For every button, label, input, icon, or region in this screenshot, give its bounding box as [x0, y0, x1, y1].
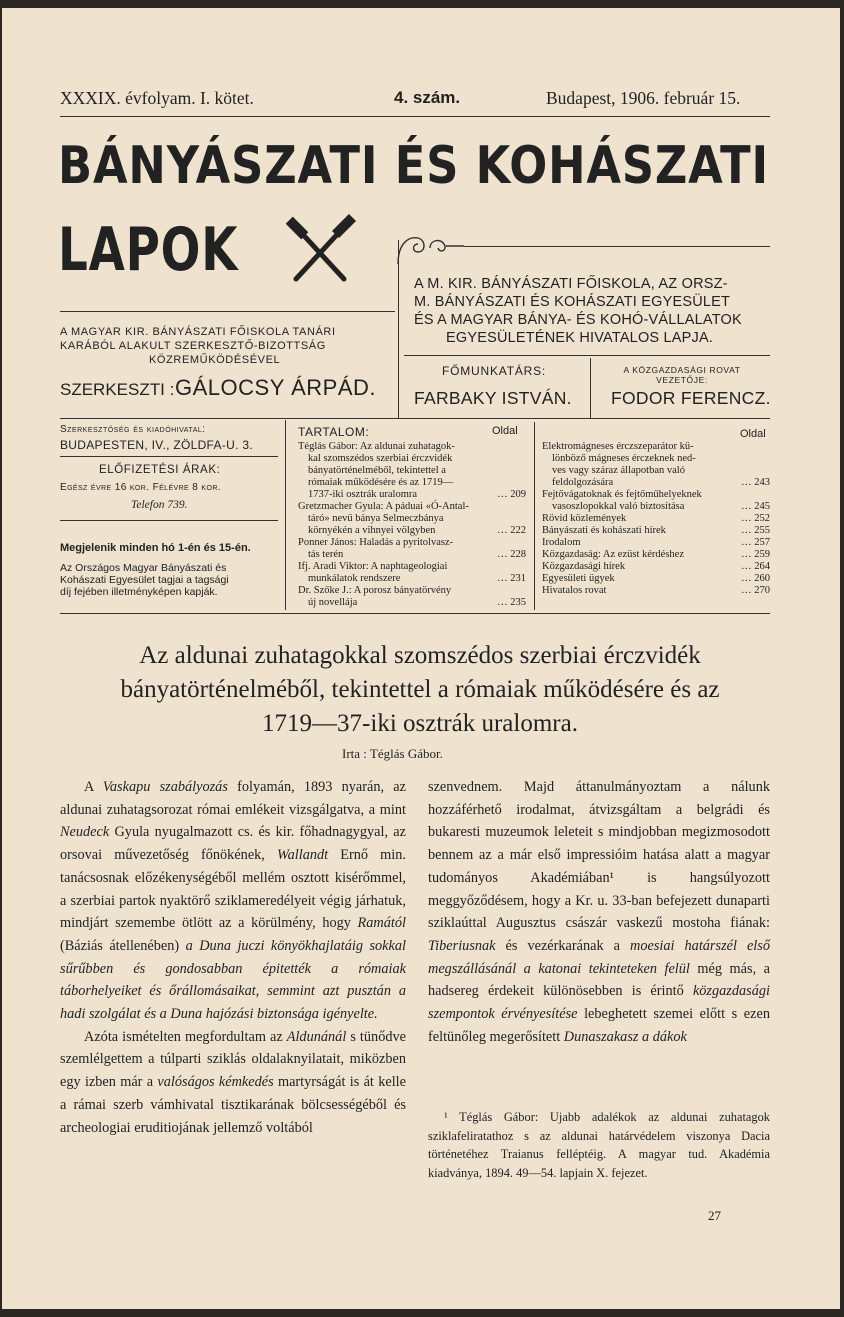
members-line-3: díj fejében illetményképen kapják.	[60, 586, 218, 598]
toc-entry-line: táró» nevű bánya Selmeczbánya	[308, 513, 444, 524]
toc-leader-dots: …	[741, 525, 755, 536]
toc-entry	[542, 537, 770, 549]
toc-page-value: 243	[754, 477, 770, 488]
phone-number: Telefon 739.	[131, 499, 188, 511]
toc-entry-line: rómaiak működésére és az 1719—	[308, 477, 454, 488]
toc-leader-dots: …	[497, 597, 511, 608]
toc-entry-line: munkálatok rendszere	[308, 573, 401, 584]
toc-entry-line: feldolgozására	[552, 477, 614, 488]
office-address: BUDAPESTEN, IV., ZÖLDFA-U. 3.	[60, 438, 253, 452]
office-label: Szerkesztőség és kiadóhivatal:	[60, 424, 206, 435]
editor-prefix: SZERKESZTI :	[60, 380, 175, 399]
toc-left-column	[298, 441, 526, 609]
toc-leader-dots: …	[497, 525, 511, 536]
toc-entry-line: kal szomszédos szerbiai érczvidék	[308, 453, 453, 464]
toc-page-value: 260	[754, 573, 770, 584]
page-number: 27	[708, 1208, 721, 1223]
toc-entry-line: lönböző mágneses érczeknek ned-	[552, 453, 696, 464]
toc-entry-page	[497, 525, 526, 537]
toc-entry	[542, 561, 770, 573]
masthead-left-rule	[60, 311, 395, 312]
ornament-rule	[464, 246, 770, 247]
school-line-1: A MAGYAR KIR. BÁNYÁSZATI FŐISKOLA TANÁRI	[60, 326, 336, 338]
toc-leader-dots: …	[741, 549, 755, 560]
toc-leader-dots: …	[741, 573, 755, 584]
toc-entry	[298, 501, 526, 537]
toc-entry-page	[741, 477, 770, 489]
article-byline: Irta : Téglás Gábor.	[342, 746, 443, 761]
coworker-name: FARBAKY ISTVÁN.	[414, 388, 572, 408]
toc-entry-line: Elektromágneses érczszeparátor kü-	[542, 441, 694, 452]
coworker-label: FŐMUNKATÁRS:	[442, 364, 547, 378]
school-line-2: KARÁBÓL ALAKULT SZERKESZTŐ-BIZOTTSÁG	[60, 340, 326, 352]
footnote: ¹ Téglás Gábor: Ujabb adalékok az aldunai zuhatagok sziklafeliratathoz s az aldunai határvédelem viszonya Dacia történetéhez Traianus felléptéig. A magyar tud. Akadémia kiadványa, 1894. 49—54. lapjain X. fejezet.	[428, 1110, 770, 1180]
toc-leader-dots: …	[741, 537, 755, 548]
info-bottom-rule	[60, 613, 770, 614]
crossed-hammers-icon	[282, 213, 358, 289]
issue-number: 4. szám.	[394, 88, 461, 107]
official-line-4: EGYESÜLETÉNEK HIVATALOS LAPJA.	[446, 330, 714, 346]
editor-name: GÁLOCSY ÁRPÁD.	[175, 375, 376, 400]
toc-page-value: 264	[754, 561, 770, 572]
info-rule-1	[60, 456, 278, 457]
toc-page-value: 228	[510, 549, 526, 560]
toc-entry-line: bányatörténelméből, tekintettel a	[308, 465, 446, 476]
ornament-flourish-icon	[394, 230, 466, 266]
toc-page-value: 209	[510, 489, 526, 500]
toc-entry-line: vasoszlopokkal való biztosítása	[552, 501, 685, 512]
masthead-title: BÁNYÁSZATI ÉS KOHÁSZATI	[58, 136, 770, 196]
toc-entry-page	[497, 573, 526, 585]
toc-page-header-left: Oldal	[492, 425, 518, 437]
toc-entry-line: Közgazdaság: Az ezüst kérdéshez	[542, 549, 684, 560]
official-line-1: A M. KIR. BÁNYÁSZATI FŐISKOLA, AZ ORSZ-	[414, 276, 728, 292]
toc-entry-line: környékén a vihnyei völgyben	[308, 525, 436, 536]
school-line-3: KÖZREMŰKÖDÉSÉVEL	[149, 354, 281, 366]
toc-page-value: 222	[510, 525, 526, 536]
toc-entry	[542, 549, 770, 561]
toc-leader-dots: …	[741, 561, 755, 572]
article-title-line-3: 1719—37-iki osztrák uralomra.	[262, 710, 578, 737]
toc-leader-dots: …	[741, 513, 755, 524]
toc-entry-line: Ponner János: Haladás a pyritolvasz-	[298, 537, 454, 548]
toc-entry-line: Hivatalos rovat	[542, 585, 607, 596]
masthead-title-lapok: LAPOK	[58, 215, 239, 285]
econ-label-1: A KÖZGAZDASÁGI ROVAT	[623, 365, 741, 375]
toc-entry-line: 1737-iki osztrák uralomra	[308, 489, 418, 500]
official-line-2: M. BÁNYÁSZATI ÉS KOHÁSZATI EGYESÜLET	[414, 294, 731, 310]
toc-leader-dots: …	[741, 585, 755, 596]
toc-entry	[542, 525, 770, 537]
article-title-line-1: Az aldunai zuhatagokkal szomszédos szerbiai érczvidék	[139, 642, 701, 669]
econ-editor-name: FODOR FERENCZ.	[611, 388, 771, 408]
toc-entry	[542, 441, 770, 489]
toc-entry-page	[741, 537, 770, 549]
toc-leader-dots: …	[497, 549, 511, 560]
toc-entry-line: tás terén	[308, 549, 344, 560]
econ-label-2: VEZETŐJE:	[656, 375, 708, 385]
toc-entry-line: Rövid közlemények	[542, 513, 627, 524]
journal-page	[2, 8, 840, 1309]
toc-page-value: 235	[510, 597, 526, 608]
toc-leader-dots: …	[741, 477, 755, 488]
toc-entry-line: Közgazdasági hírek	[542, 561, 626, 572]
article-title-line-2: bányatörténelméből, tekintettel a rómaiak működésére és az	[120, 676, 720, 703]
info-divider	[285, 420, 286, 610]
toc-page-value: 259	[754, 549, 770, 560]
masthead-right-rule	[404, 355, 770, 356]
toc-entry	[542, 513, 770, 525]
toc-entry	[298, 561, 526, 585]
toc-entry	[298, 537, 526, 561]
toc-entry-line: Bányászati és kohászati hírek	[542, 525, 666, 536]
toc-entry-page	[741, 573, 770, 585]
toc-page-value: 231	[510, 573, 526, 584]
prices: Egész évre 16 kor. Félévre 8 kor.	[60, 482, 221, 493]
toc-entry	[298, 441, 526, 501]
toc-entry-line: ves vagy száraz állapotban való	[552, 465, 685, 476]
toc-entry	[542, 573, 770, 585]
info-top-rule	[60, 418, 770, 419]
toc-divider	[534, 422, 535, 610]
official-line-3: ÉS A MAGYAR BÁNYA- ÉS KOHÓ-VÁLLALATOK	[414, 312, 742, 328]
toc-entry-line: Téglás Gábor: Az aldunai zuhatagok-	[298, 441, 455, 452]
toc-entry-line: Irodalom	[542, 537, 581, 548]
toc-entry-line: Ifj. Aradi Viktor: A naphtageologiai	[298, 561, 448, 572]
toc-leader-dots: …	[497, 573, 511, 584]
article-body-right-column: szenvednem. Majd áttanulmányoztam a nálunk hozzáférhető irodalmat, átvizsgáltam a belgrádi és bukaresti muzeumok leleteit s mindjobban megizmosodott bennem az a már első impressióim hatása alatt a magyar tudományos Akadémiában¹ is hangsúlyozott meggyőződésem, hogy a Kr. u. 33-ban befejezett dunaparti sziklaúttal Augusztus császár vaskezű mostoha fiának: Tiberiusnak és vezérkarának a moesiai határszél első megszállásánál a katonai tekinteteken felül még más, a hadsereg érdekeit különösebben is érintő közgazdasági szempontok érvényesítése lebeghetett szemei előtt s ezen feltünőleg megerősített Dunaszakasz a dákok	[428, 779, 770, 1045]
toc-right-column	[542, 441, 770, 597]
toc-page-value: 252	[754, 513, 770, 524]
members-line-2: Kohászati Egyesület tagjai a tagsági	[60, 574, 229, 586]
toc-page-value: 257	[754, 537, 770, 548]
info-rule-2	[60, 520, 278, 521]
toc-page-header-right: Oldal	[740, 428, 766, 440]
toc-entry-line: Gretzmacher Gyula: A páduai «Ó-Antal-	[298, 501, 469, 512]
toc-entry-line: Fejtővágatoknak és fejtőműhelyeknek	[542, 489, 702, 500]
toc-page-value: 245	[754, 501, 770, 512]
toc-entry-page	[497, 597, 526, 609]
toc-page-value: 255	[754, 525, 770, 536]
toc-entry-page	[497, 549, 526, 561]
toc-entry-page	[741, 549, 770, 561]
toc-entry-page	[741, 585, 770, 597]
masthead-right-divider	[590, 358, 591, 418]
toc-entry-page	[741, 525, 770, 537]
prices-label: ELŐFIZETÉSI ÁRAK:	[99, 464, 221, 476]
toc-entry-line: új novellája	[308, 597, 358, 608]
masthead-divider	[398, 240, 399, 418]
article-body-left-column: A Vaskapu szabályozás folyamán, 1893 nyarán, az aldunai zuhatagsorozat római emlékeit vizsgálgatva, a mint Neudeck Gyula nyugalmazott cs. és kir. főhadnagygyal, az orsovai művezetőség főnökének, Wallandt Ernő min. tanácsosnak előzékenységéből mellém osztott kisérőmmel, a szerbiai partok nyaktörő sziklameredélyeit végig járhatuk, mindjárt szemembe ötlött az a körülmény, hogy Ramától (Báziás átellenében) a Duna juczi könyökhajlatáig sokkal sűrűbben és gondosabban épitették a rómaiak táborhelyeiket és őrállomásaikat, semmint azt pusztán a hadi szolgálat és a Duna hajózási biztonsága igényelte. Azóta ismételten megfordultam az Aldunánál s tünődve szemlélgettem a túlparti sziklás oldalaknyilatait, miközben egy izben már a valóságos kémkedés martyrságát is át kelle a rámai szerb vámhivatal tisztikarának bölcsességéből és archeologiai eruditiojának jellemző voltából	[60, 779, 406, 1136]
date-line: Budapest, 1906. február 15.	[546, 88, 741, 108]
toc-entry	[542, 585, 770, 597]
toc-leader-dots: …	[497, 489, 511, 500]
toc-entry-line: Egyesületi ügyek	[542, 573, 615, 584]
toc-entry-page	[741, 561, 770, 573]
toc-page-value: 270	[754, 585, 770, 596]
header-rule	[60, 116, 770, 117]
toc-entry-page	[741, 513, 770, 525]
toc-leader-dots: …	[741, 501, 755, 512]
toc-entry-page	[497, 489, 526, 501]
toc-label: TARTALOM:	[298, 425, 370, 439]
publication-schedule: Megjelenik minden hó 1-én és 15-én.	[60, 542, 251, 554]
toc-entry-line: Dr. Szőke J.: A porosz bányatörvény	[298, 585, 452, 596]
members-line-1: Az Országos Magyar Bányászati és	[60, 562, 227, 574]
toc-entry	[298, 585, 526, 609]
toc-entry-page	[741, 501, 770, 513]
volume-info: XXXIX. évfolyam. I. kötet.	[60, 88, 254, 108]
toc-entry	[542, 489, 770, 513]
